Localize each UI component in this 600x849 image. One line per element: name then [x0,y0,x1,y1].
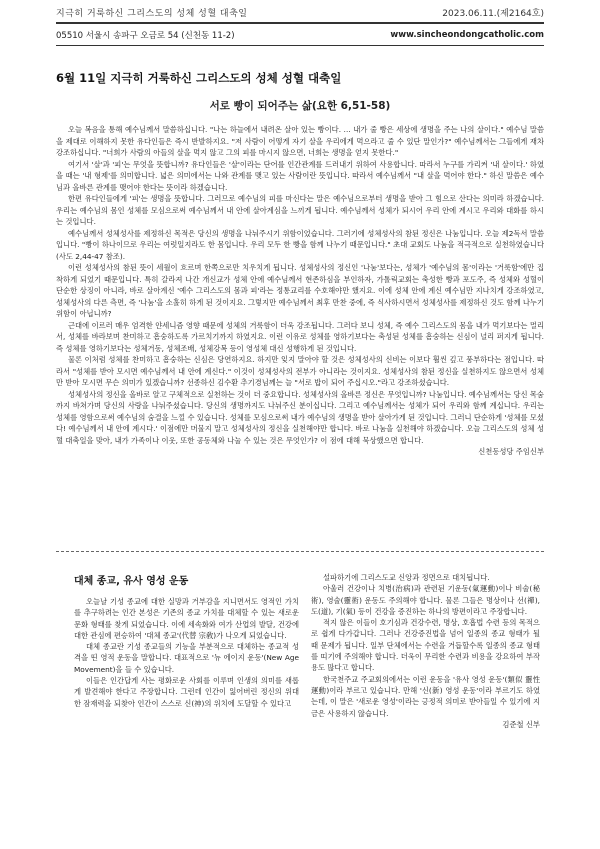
column-title: 대체 종교, 유사 영성 운동 [74,576,189,587]
column-paragraph: 한국천주교 주교회의에서는 이런 운동을 '유사 영성 운동'(類似 靈性 運動)이라 부르고 있습니다. 만해 '신(新) 영성 운동'이라 부르기도 하였는데, 이 말은 '새로운 영성'이라는 긍정적 의미로 받아들일 수 있기에 지금은 사용하지 않습니다. [311,674,540,718]
column-paragraph: 대체 종교란 기성 종교들의 기능을 부분적으로 대체하는 종교적 성격을 띤 영적 운동을 말합니다. 대표적으로 '뉴 에이지 운동'(New Age Movement)을 들 수 있습니다. [74,642,299,674]
column-left [74,596,299,709]
bulletin-title: 지극히 거룩하신 그리스도의 성체 성혈 대축일 [56,8,248,19]
header-rule [56,22,544,24]
homily-paragraph: 오늘 복음을 통해 예수님께서 말씀하십니다. "나는 하늘에서 내려온 살아 있는 빵이다. … 내가 줄 빵은 세상에 생명을 주는 나의 살이다." 예수님 말씀을 제대로 이해하지 못한 유다인들은 즉시 반발하지요. "저 사람이 어떻게 자기 살을 우리에게 먹으라고 줄 수 있단 말인가?" 예수님께서는 그들에게 재차 강조하십니다. "너희가 사람의 아들의 살을 먹지 않고 그의 피를 마시지 않으면, 너희는 생명을 얻지 못한다." [56,125,544,157]
homily-body [56,124,544,458]
homily-paragraph: 여기서 '살'과 '피'는 무엇을 뜻합니까? 유다인들은 '살'이라는 단어를 인간관계를 드러내기 위하여 사용합니다. 따라서 누구를 가리켜 '내 살이다.' 하였을 때는 '내 형제'를 의미합니다. 넓은 의미에서는 나와 관계를 맺고 있는 사람이란 뜻입니다. 따라서 예수님께서 "내 살을 먹어야 한다." 하신 말씀은 예수님과 올바른 관계를 맺어야 한다는 뜻이라 하겠습니다. [56,159,544,192]
column-paragraph: 설파하기에 그리스도교 신앙과 정면으로 대치됩니다. [323,573,490,582]
column-author: 김준철 신부 [502,719,540,729]
column-paragraph: 아울러 건강이나 치병(治病)과 관련된 기운동(氣運動)이나 비술(秘術), 영술(靈術) 운동도 주의해야 합니다. 물론 그들은 명상이나 선(禪), 도(道), 기(氣) 등이 건강을 증진하는 하나의 방편이라고 주장합니다. [311,584,540,616]
homily-paragraph: 성체성사의 정신을 올바로 알고 구체적으로 실천하는 것이 더 중요합니다. 성체성사의 올바른 정신은 무엇입니까? 나눔입니다. 예수님께서는 당신 목숨까지 바쳐가며 당신의 사랑을 나눠주셨습니다. 당신의 생명까지도 나눠주신 분이십니다. 그리고 예수님께서는 성체가 되어 우리와 함께 계십니다. 우리는 성체를 영함으로써 예수님의 숨결을 느낄 수 있습니다. 성체를 모심으로써 내가 예수님의 생명을 받아 살아가게 된 것입니다. 그러니 단순하게 '성체를 모셨다! 예수님께서 내 안에 계시다.' 이점에만 머물지 말고 성체성사의 정신을 실천해야만 합니다. 바로 나눔을 실천해야 하겠습니다. 오늘 그리스도의 성체 성혈 대축일을 맞아, 내가 가족이나 이웃, 또한 공동체와 나눌 수 있는 것은 무엇인가? 이 점에 대해 묵상했으면 합니다. [56,389,544,445]
parish-address: 05510 서울시 송파구 오금로 54 (신천동 11-2) [56,31,235,41]
header-address-line [56,28,544,42]
column-paragraph: 이들은 인간답게 사는 평화로운 사회를 이루며 인생의 의미를 새롭게 발견해야 한다고 주장합니다. 그런데 인간이 잃어버린 정신의 위대한 잠재력을 되찾아 인간이 스스로 신(神)의 위치에 도달할 수 있다고 [74,676,299,708]
parish-url[interactable]: www.sincheondongcatholic.com [390,30,544,40]
column-paragraph: 적지 않은 이들이 호기심과 건강수련, 명상, 호흡법 수련 등의 목적으로 쉽게 다가갑니다. 그러나 건강증진법을 넘어 일종의 종교 형태가 될 때 문제가 됩니다. 일부 단체에서는 수련을 거듭할수록 일종의 종교 형태를 띠기에 주의해야 합니다. 더욱이 무리한 수련과 비용을 강요하여 부작용도 많다고 합니다. [311,618,540,673]
homily-paragraph: 물론 이처럼 성체를 찬미하고 흠숭하는 신심은 당연하지요. 하지만 잊지 말아야 할 것은 성체성사의 신비는 이보다 훨씬 깊고 풍부하다는 점입니다. 따라서 "성체를 받아 모시면 예수님께서 내 안에 계신다." 이것이 성체성사의 전부가 아니라는 것이지요. 성체성사의 참된 정신을 실천하지도 않으면서 성체만 받아 모시면 무슨 의미가 있겠습니까? 선종하신 김수환 추기경님께는 늘 "서로 밥이 되어 주십시오."라고 강조하셨습니다. [56,355,544,387]
header-rule-thin [56,45,544,46]
article-subtitle: 서로 빵이 되어주는 삶(요한 6,51-58) [209,100,391,112]
homily-signature: 신천동성당 주임신부 [478,447,544,456]
homily-paragraph: 이런 성체성사의 참된 뜻이 세월이 흐르며 한쪽으로만 치우치게 됩니다. 성체성사의 정신인 '나눔'보다는, 성체가 '예수님의 몸'이라는 '거룩함'에만 집착하게 되었기 때문입니다. 특히 갈라져 나간 개신교가 성체 안에 예수님께서 현존하심을 부인하자, 가톨릭교회는 축성한 빵과 포도주, 즉 성체와 성혈이 단순한 상징이 아니라, 바로 살아계신 '예수 그리스도의 몸과 피'라는 정통교리를 수호해야만 했지요. 이에 성체 안에 계신 예수님만 지나치게 강조하였고, 성체성사의 다른 측면, 즉 '나눔'을 소홀히 하게 된 것이지요. 그렇지만 예수님께서 최후 만찬 중에, 즉 식사하시면서 성체성사를 제정하신 것도 함께 나누기 위함이 아닙니까? [56,263,544,318]
column-right [311,572,540,730]
article-title: 6월 11일 지극히 거룩하신 그리스도의 성체 성혈 대축일 [56,71,342,85]
homily-paragraph: 예수님께서 성체성사를 제정하신 목적은 당신의 생명을 나눠주시기 위함이었습니다. 그러기에 성체성사의 참된 정신은 나눔입니다. 오늘 제2독서 말씀입니다. "빵이 하나이므로 우리는 여럿일지라도 한 몸입니다. 우리 모두 한 빵을 함께 나누기 때문입니다." 초대 교회도 나눔을 적극적으로 실천하였습니다(사도 2,44-47 참조). [56,228,544,261]
homily-paragraph: 한편 유다인들에게 '피'는 생명을 뜻합니다. 그러므로 예수님의 피를 마신다는 말은 예수님으로부터 생명을 받아 그 힘으로 산다는 의미라 하겠습니다. 우리는 예수님의 몸인 성체를 모심으로써 예수님께서 내 안에 살아계심을 느끼게 됩니다. 예수님께서 성체가 되시어 우리 안에 계시고 우리와 대화를 하시는 것입니다. [56,194,544,226]
section-divider [56,551,544,552]
header-top [56,4,544,20]
homily-paragraph: 근대에 이르러 매우 엄격한 얀세니즘 영향 때문에 성체의 거룩함이 더욱 강조됩니다. 그러다 보니 성체, 즉 예수 그리스도의 몸을 내가 먹기보다는 멀리서, 성체를 바라보며 찬미하고 흠숭하도록 가르치기까지 하였지요. 이런 이유로 성체를 영하기보다는 축성된 성체를 흠숭하는 신심이 널리 퍼지게 됩니다. 즉 성체를 영하기보다는 성체거동, 성체조배, 성체강복 등이 영성체 대신 성행하게 된 것입니다. [56,320,544,353]
column-paragraph: 오늘날 기성 종교에 대한 실망과 거부감을 지니면서도 영적인 가치를 추구하려는 인간 본성은 기존의 종교 가치를 대체할 수 있는 새로운 문화 형태를 찾게 되었습니다. 이에 세속화와 여가 산업의 발달, 건강에 대한 관심에 편승하여 '대체 종교'(代替 宗敎)가 나오게 되었습니다. [74,597,299,640]
issue-date: 2023.06.11.(제2164호) [442,8,544,19]
